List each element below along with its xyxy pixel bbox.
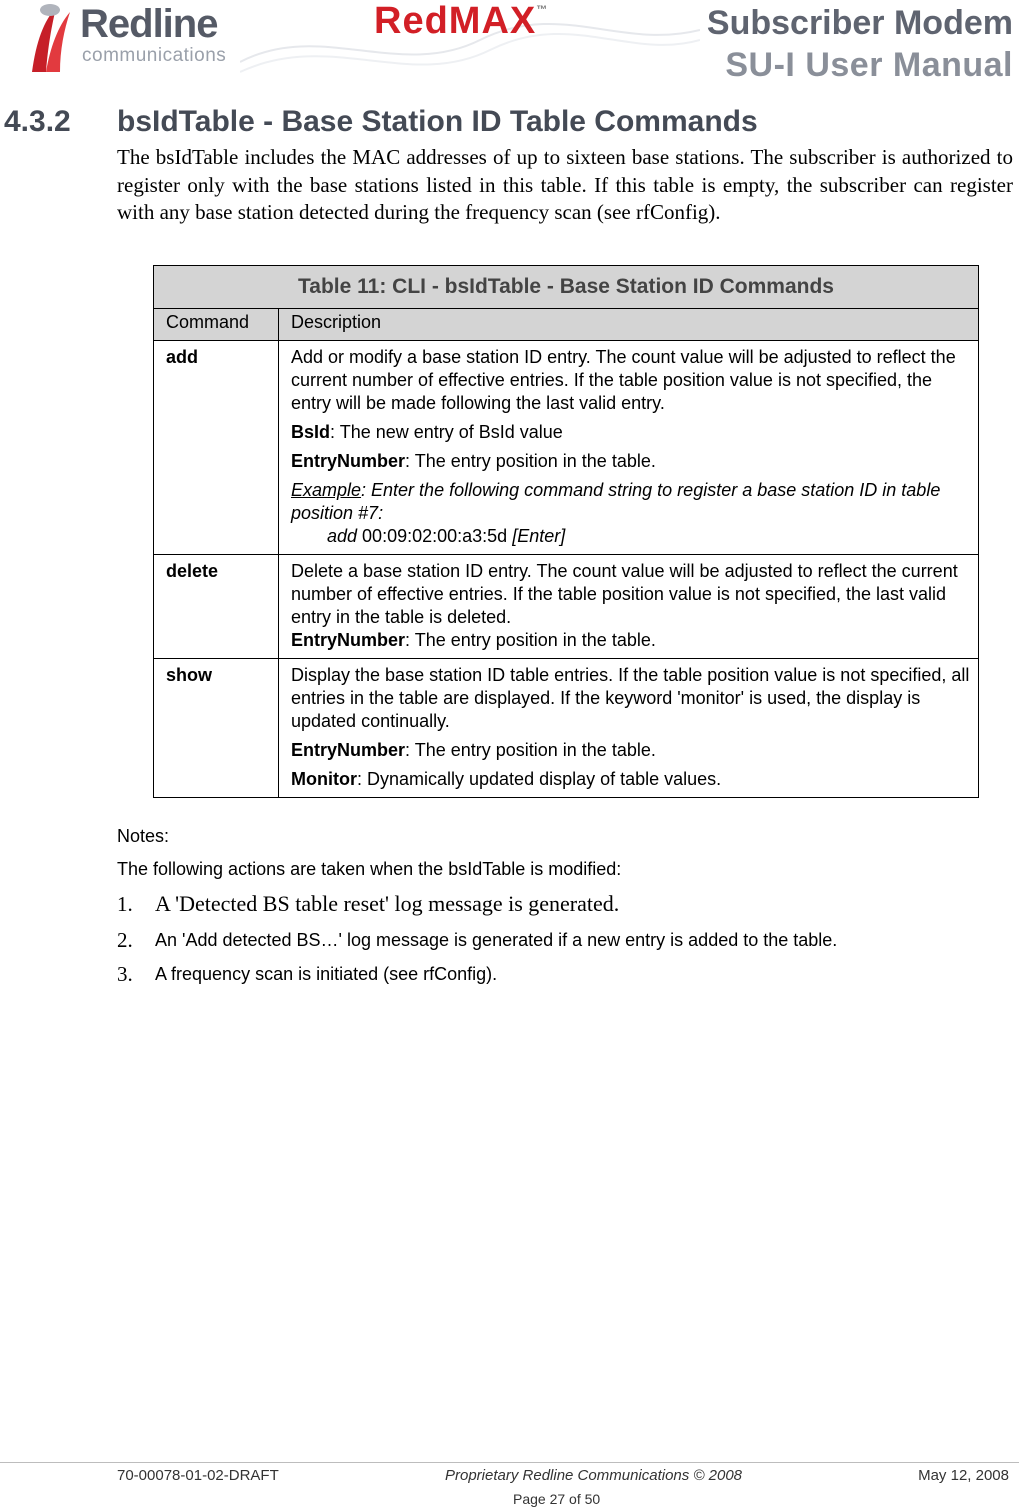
parameter-key: EntryNumber (291, 451, 406, 471)
table-row-show (154, 659, 979, 798)
list-number: 2. (117, 928, 133, 952)
table-header-row (154, 309, 979, 341)
command-description (279, 659, 979, 798)
list-number: 1. (117, 892, 133, 916)
command-name: add (154, 341, 279, 555)
brand-red: Red (374, 0, 449, 42)
example-label: Example (291, 480, 362, 500)
table-caption: Table 11: CLI - bsIdTable - Base Station ID Commands (154, 266, 979, 309)
parameter-key: EntryNumber (291, 630, 406, 650)
table-row-add (154, 341, 979, 555)
notes-list (117, 888, 837, 992)
parameter-entrynumber (291, 450, 970, 473)
parameter-entrynumber (291, 739, 970, 762)
footer-proprietary: Proprietary Redline Communications © 2008 (445, 1467, 743, 1484)
parameter-bsid (291, 421, 970, 444)
command-table (153, 265, 979, 798)
table-row-delete (154, 555, 979, 659)
list-item (117, 888, 837, 924)
column-header-command: Command (154, 309, 279, 341)
example-cmd-keyword: add (327, 526, 358, 546)
list-text: A frequency scan is initiated (see rfConfig). (155, 964, 498, 984)
notes-label: Notes: (117, 826, 170, 846)
example-command (291, 525, 970, 548)
description-text: Delete a base station ID entry. The count value will be adjusted to reflect the current number of effective entries. If the table position value is not specified, the last valid entry in the table is deleted. (291, 561, 958, 627)
parameter-text: : Dynamically updated display of table values. (356, 769, 722, 789)
section-title: bsIdTable - Base Station ID Table Commands (117, 105, 758, 138)
list-text: A 'Detected BS table reset' log message is generated. (155, 891, 620, 916)
footer-divider (0, 1462, 1019, 1463)
footer-doc-id: 70-00078-01-02-DRAFT (117, 1467, 279, 1484)
list-text: An 'Add detected BS…' log message is generated if a new entry is added to the table. (155, 930, 838, 950)
list-number: 3. (117, 962, 133, 986)
list-item (117, 958, 837, 992)
page-header (0, 0, 1019, 90)
section-intro: The bsIdTable includes the MAC addresses of up to sixteen base stations. The subscriber is authorized to register only with the base stations listed in this table. If this table is empty, the subscriber can register with any base station detected during the frequency scan (see rfConfig). (117, 145, 1013, 224)
parameter-entrynumber (291, 629, 970, 652)
notes-intro: The following actions are taken when the bsIdTable is modified: (117, 859, 622, 879)
brand-max: MAX (448, 0, 537, 42)
parameter-text: : The entry position in the table. (405, 451, 656, 471)
example-cmd-value: 00:09:02:00:a3:5d (357, 526, 513, 546)
description-text: Add or modify a base station ID entry. The count value will be adjusted to reflect the current number of effective entries. If the table position value is not specified, the entry will be made following the last valid entry. (291, 347, 956, 413)
trademark-symbol: ™ (536, 4, 549, 16)
example-text: : Enter the following command string to register a base station ID in table position #7: (291, 480, 941, 523)
command-name: delete (154, 555, 279, 659)
column-header-description: Description (279, 309, 979, 341)
command-description (279, 341, 979, 555)
command-name: show (154, 659, 279, 798)
parameter-key: EntryNumber (291, 740, 406, 760)
redline-logo-icon (22, 2, 82, 78)
manual-subtitle: SU-I User Manual (725, 46, 1013, 84)
manual-title: Subscriber Modem (706, 4, 1013, 42)
section-heading (4, 105, 758, 139)
parameter-monitor (291, 768, 970, 791)
parameter-key: BsId (291, 422, 331, 442)
example-description (291, 479, 970, 525)
logo-subtext: communications (82, 45, 227, 66)
list-item (117, 924, 837, 958)
footer-page-number: Page 27 of 50 (513, 1491, 601, 1507)
redline-logo (22, 2, 247, 78)
section-number: 4.3.2 (4, 105, 71, 138)
logo-wordmark: Redline (80, 2, 218, 46)
parameter-key: Monitor (291, 769, 357, 789)
redmax-brand (374, 0, 548, 43)
parameter-text: : The entry position in the table. (405, 630, 656, 650)
example-enter-key: [Enter] (512, 526, 566, 546)
parameter-text: : The new entry of BsId value (330, 422, 563, 442)
description-text: Display the base station ID table entries. If the table position value is not specified, all entries in the table are displayed. If the keyword 'monitor' is used, the display is updated continually. (291, 665, 970, 731)
footer-date: May 12, 2008 (918, 1467, 1009, 1484)
command-description (279, 555, 979, 659)
parameter-text: : The entry position in the table. (405, 740, 656, 760)
